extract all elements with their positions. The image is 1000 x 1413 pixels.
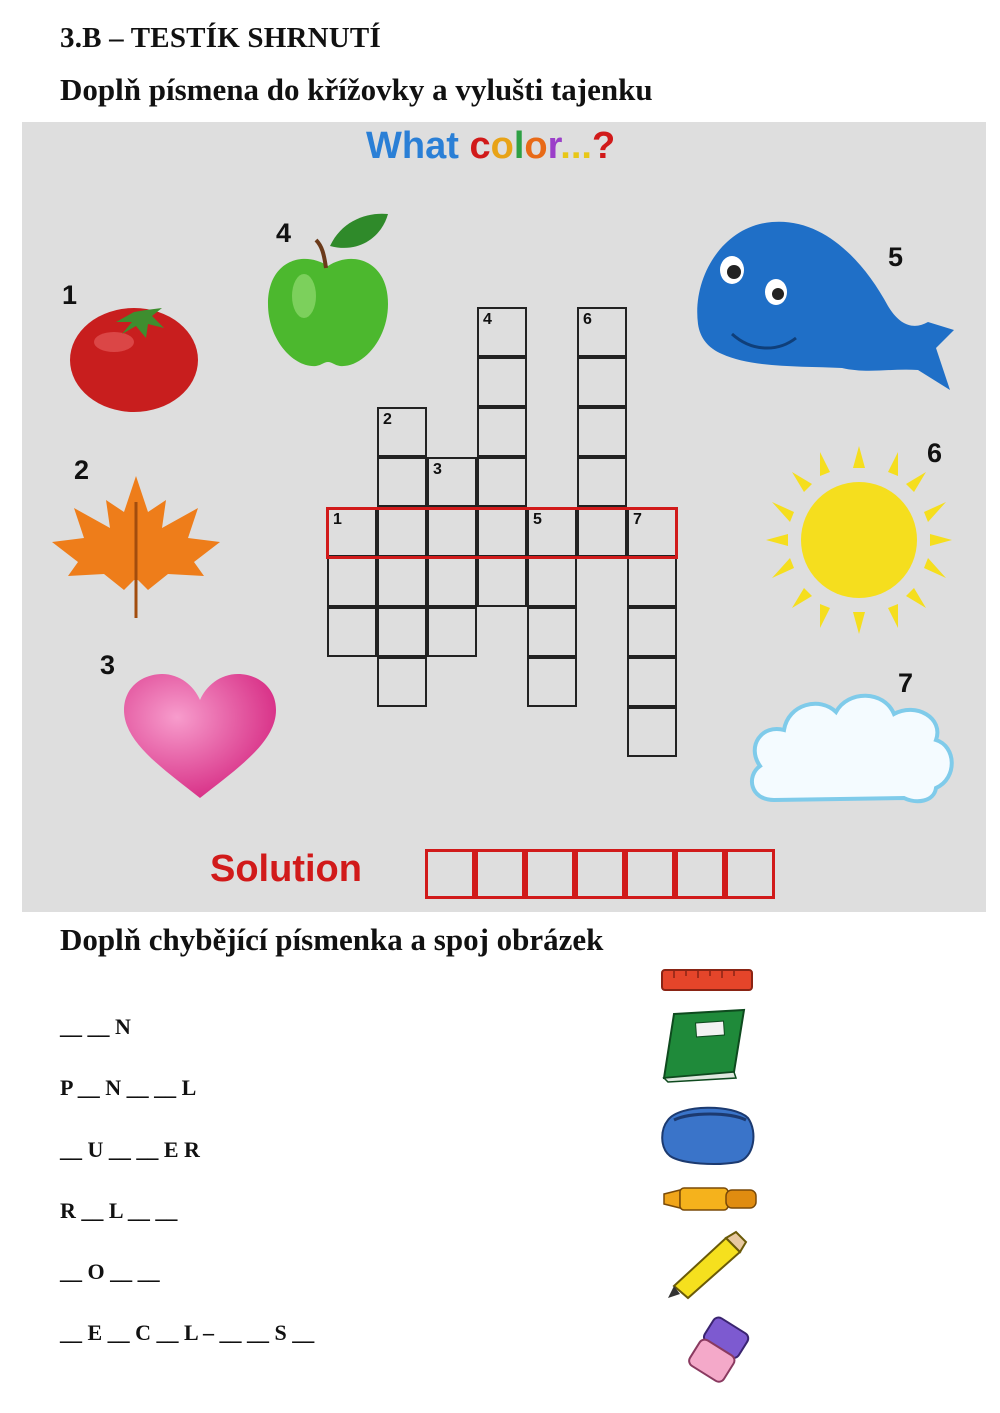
word-blank-2[interactable]: P __ N __ __ L (60, 1075, 197, 1100)
word-blank-5[interactable]: __ O __ __ (60, 1259, 160, 1284)
crossword-cell[interactable] (577, 457, 627, 507)
crossword-cell[interactable] (577, 407, 627, 457)
solution-cell[interactable] (525, 849, 575, 899)
title-letter: ? (591, 125, 616, 167)
crossword-cell[interactable] (627, 707, 677, 757)
word-blank-4[interactable]: R __ L __ __ (60, 1198, 178, 1223)
matching-instruction: Doplň chybějící písmenka a spoj obrázek (60, 922, 604, 957)
title-letter: . (581, 125, 592, 167)
heart-icon (122, 672, 278, 800)
title-letter: a (425, 125, 447, 167)
solution-cell[interactable] (625, 849, 675, 899)
marker-icon[interactable] (660, 1184, 760, 1214)
crossword-cell[interactable] (627, 507, 677, 557)
worksheet-title: 3.B – TESTÍK SHRNUTÍ (60, 22, 381, 54)
crossword-cell[interactable] (377, 507, 427, 557)
crossword-cell[interactable] (577, 357, 627, 407)
title-letter: l (513, 125, 525, 167)
crossword-cell[interactable] (377, 607, 427, 657)
crossword-cell[interactable] (577, 507, 627, 557)
pencil-case-icon[interactable] (660, 1104, 756, 1166)
title-letter: o (490, 125, 514, 167)
word-blank-1[interactable]: __ __ N (60, 1014, 131, 1039)
title-letter: . (560, 125, 571, 167)
crossword-cell[interactable] (377, 457, 427, 507)
title-letter: r (547, 125, 561, 167)
title-letter: h (401, 125, 426, 167)
title-letter: o (524, 125, 548, 167)
crossword-cell[interactable] (377, 557, 427, 607)
cell-number: 4 (483, 311, 492, 328)
sun-icon (764, 444, 954, 636)
title-letter: W (366, 125, 402, 167)
crossword-cell[interactable] (477, 507, 527, 557)
crossword-cell[interactable] (427, 557, 477, 607)
solution-cell[interactable] (475, 849, 525, 899)
cell-number: 5 (533, 511, 542, 528)
crossword-cell[interactable] (427, 507, 477, 557)
title-letter: t (446, 125, 459, 167)
notebook-icon[interactable] (660, 1006, 748, 1084)
solution-cell[interactable] (425, 849, 475, 899)
crossword-title (360, 122, 660, 174)
ruler-icon[interactable] (660, 966, 754, 994)
cell-number: 6 (583, 311, 592, 328)
apple-icon (264, 210, 392, 370)
clue-number-7: 7 (898, 668, 914, 698)
crossword-cell[interactable] (577, 307, 627, 357)
clue-number-3: 3 (100, 650, 116, 680)
solution-cell[interactable] (725, 849, 775, 899)
crossword-cell[interactable] (477, 407, 527, 457)
word-blank-6[interactable]: __ E __ C __ L – __ __ S __ (60, 1320, 315, 1345)
whale-icon (692, 218, 958, 396)
crossword-cell[interactable] (327, 607, 377, 657)
crossword-instruction: Doplň písmena do křížovky a vylušti tajenku (60, 72, 653, 107)
crossword-cell[interactable] (527, 557, 577, 607)
crossword-cell[interactable] (477, 307, 527, 357)
crossword-cell[interactable] (527, 607, 577, 657)
crossword-cell[interactable] (377, 657, 427, 707)
crossword-cell[interactable] (477, 357, 527, 407)
clue-number-6: 6 (927, 438, 943, 468)
word-blank-3[interactable]: __ U __ __ E R (60, 1137, 200, 1162)
crossword-cell[interactable] (627, 657, 677, 707)
crossword-cell[interactable] (477, 557, 527, 607)
solution-label: Solution (210, 848, 362, 890)
svg-text:What color...? (366, 125, 615, 167)
clue-number-1: 1 (62, 280, 78, 310)
crossword-cell[interactable] (527, 507, 577, 557)
title-letter: c (469, 125, 491, 167)
crossword-cell[interactable] (627, 557, 677, 607)
crossword-cell[interactable] (427, 457, 477, 507)
pencil-icon[interactable] (666, 1230, 748, 1300)
eraser-icon[interactable] (688, 1316, 750, 1386)
cell-number: 7 (633, 511, 642, 528)
solution-cell[interactable] (675, 849, 725, 899)
crossword-cell[interactable] (527, 657, 577, 707)
crossword-cell[interactable] (377, 407, 427, 457)
cell-number: 3 (433, 461, 442, 478)
clue-number-2: 2 (74, 455, 90, 485)
crossword-cell[interactable] (627, 607, 677, 657)
crossword-cell[interactable] (477, 457, 527, 507)
solution-cell[interactable] (575, 849, 625, 899)
tomato-icon (66, 298, 202, 416)
title-letter (459, 125, 470, 167)
crossword-cell[interactable] (327, 557, 377, 607)
clue-number-4: 4 (276, 218, 292, 248)
cell-number: 1 (333, 511, 342, 528)
title-letter: . (570, 125, 582, 167)
leaf-icon (48, 472, 224, 622)
clue-number-5: 5 (888, 242, 904, 272)
cloud-icon (744, 684, 958, 808)
cell-number: 2 (383, 411, 392, 428)
crossword-cell[interactable] (327, 507, 377, 557)
crossword-cell[interactable] (427, 607, 477, 657)
